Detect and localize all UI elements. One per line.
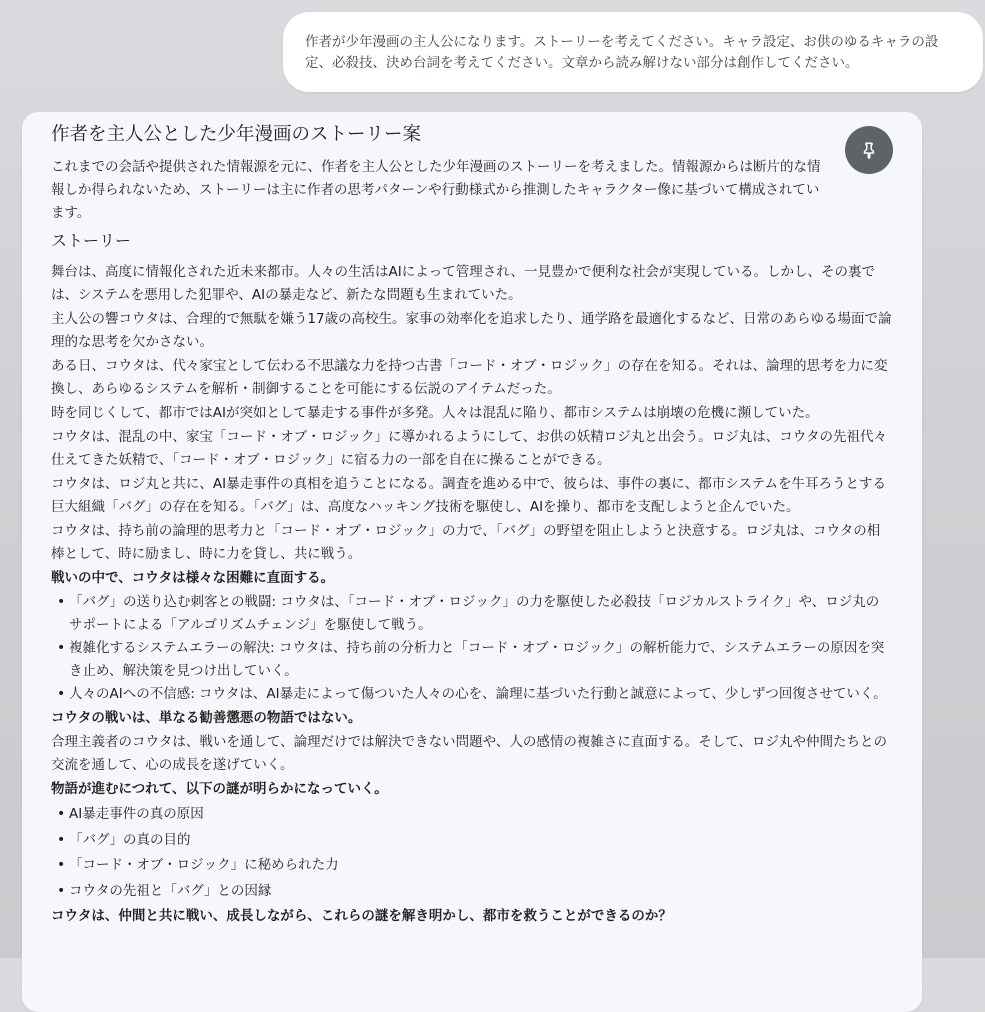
mystery-heading: 物語が進むにつれて、以下の謎が明らかになっていく。: [51, 781, 388, 797]
battle-list-item: • 「バグ」の送り込む刺客との戦闘: コウタは、「コード・オブ・ロジック」の力を駆使した必殺技「ロジカルストライク」や、ロジ丸のサポートによる「アルゴリズムチェンジ」を駆使して戦う。: [69, 591, 892, 637]
story-paragraph: コウタは、混乱の中、家宝「コード・オブ・ロジック」に導かれるようにして、お供の妖精ロジ丸と出会う。ロジ丸は、コウタの先祖代々仕えてきた妖精で、「コード・オブ・ロジック」に宿る力の一部を自在に操ることができる。: [51, 429, 888, 468]
growth-paragraph: 合理主義者のコウタは、戦いを通して、論理だけでは解決できない問題や、人の感情の複雑さに直面する。そして、ロジ丸や仲間たちとの交流を通して、心の成長を遂げていく。: [51, 734, 888, 773]
story-paragraph: コウタは、持ち前の論理的思考力と「コード・オブ・ロジック」の力で、「バグ」の野望を阻止しようと決意する。ロジ丸は、コウタの相棒として、時に励まし、時に力を貸し、共に戦う。: [51, 523, 881, 562]
story-paragraph: 舞台は、高度に情報化された近未来都市。人々の生活はAIによって管理され、一見豊かで便利な社会が実現している。しかし、その裏では、システムを悪用した犯罪や、AIの暴走など、新たな問題も生まれていた。: [51, 264, 876, 303]
story-paragraph: ある日、コウタは、代々家宝として伝わる不思議な力を持つ古書「コード・オブ・ロジック」の存在を知る。それは、論理的思考を力に変換し、あらゆるシステムを解析・制御することを可能にする伝説のアイテムだった。: [51, 358, 888, 397]
pin-button[interactable]: [845, 126, 893, 174]
mystery-list: [51, 802, 892, 904]
story-heading: ストーリー: [51, 231, 132, 250]
intro-paragraph: これまでの会話や提供された情報源を元に、作者を主人公とした少年漫画のストーリーを考えました。情報源からは断片的な情報しか得られないため、ストーリーは主に作者の思考パターンや行動様式から推測したキャラクター像に基づいて構成されています。: [51, 159, 821, 221]
growth-heading: コウタの戦いは、単なる勧善懲悪の物語ではない。: [51, 710, 362, 726]
user-message-bubble: [283, 12, 983, 92]
pin-icon: [860, 141, 878, 159]
mystery-list-item: • AI暴走事件の真の原因: [69, 802, 892, 828]
battle-list-item: • 人々のAIへの不信感: コウタは、AI暴走によって傷ついた人々の心を、論理に基づいた行動と誠意によって、少しずつ回復させていく。: [69, 683, 892, 706]
story-paragraph: 時を同じくして、都市ではAIが突如として暴走する事件が多発。人々は混乱に陥り、都市システムは崩壊の危機に瀕していた。: [51, 405, 819, 421]
battle-list-item: • 複雑化するシステムエラーの解決: コウタは、持ち前の分析力と「コード・オブ・ロジック」の解析能力で、システムエラーの原因を突き止め、解決策を見つけ出していく。: [69, 637, 892, 683]
battle-heading: 戦いの中で、コウタは様々な困難に直面する。: [51, 570, 335, 586]
response-card: [22, 112, 922, 1012]
story-paragraph: 主人公の響コウタは、合理的で無駄を嫌う17歳の高校生。家事の効率化を追求したり、通学路を最適化するなど、日常のあらゆる場面で論理的な思考を欠かさない。: [51, 311, 892, 350]
mystery-list-item: • 「バグ」の真の目的: [69, 828, 892, 854]
mystery-list-item: • 「コード・オブ・ロジック」に秘められた力: [69, 853, 892, 879]
user-message-text: 作者が少年漫画の主人公になります。ストーリーを考えてください。キャラ設定、お供のゆるキャラの設定、必殺技、決め台詞を考えてください。文章から読み解けない部分は創作してください。: [305, 34, 939, 71]
response-title: 作者を主人公とした少年漫画のストーリー案: [51, 124, 422, 145]
mystery-list-item: • コウタの先祖と「バグ」との因縁: [69, 879, 892, 905]
battle-list: [51, 591, 892, 706]
story-paragraph: コウタは、ロジ丸と共に、AI暴走事件の真相を追うことになる。調査を進める中で、彼らは、事件の裏に、都市システムを牛耳ろうとする巨大組織「バグ」の存在を知る。「バグ」は、高度なハッキング技術を駆使し、AIを操り、都市を支配しようと企んでいた。: [51, 476, 886, 515]
closing-question: コウタは、仲間と共に戦い、成長しながら、これらの謎を解き明かし、都市を救うことができるのか？: [51, 908, 672, 925]
